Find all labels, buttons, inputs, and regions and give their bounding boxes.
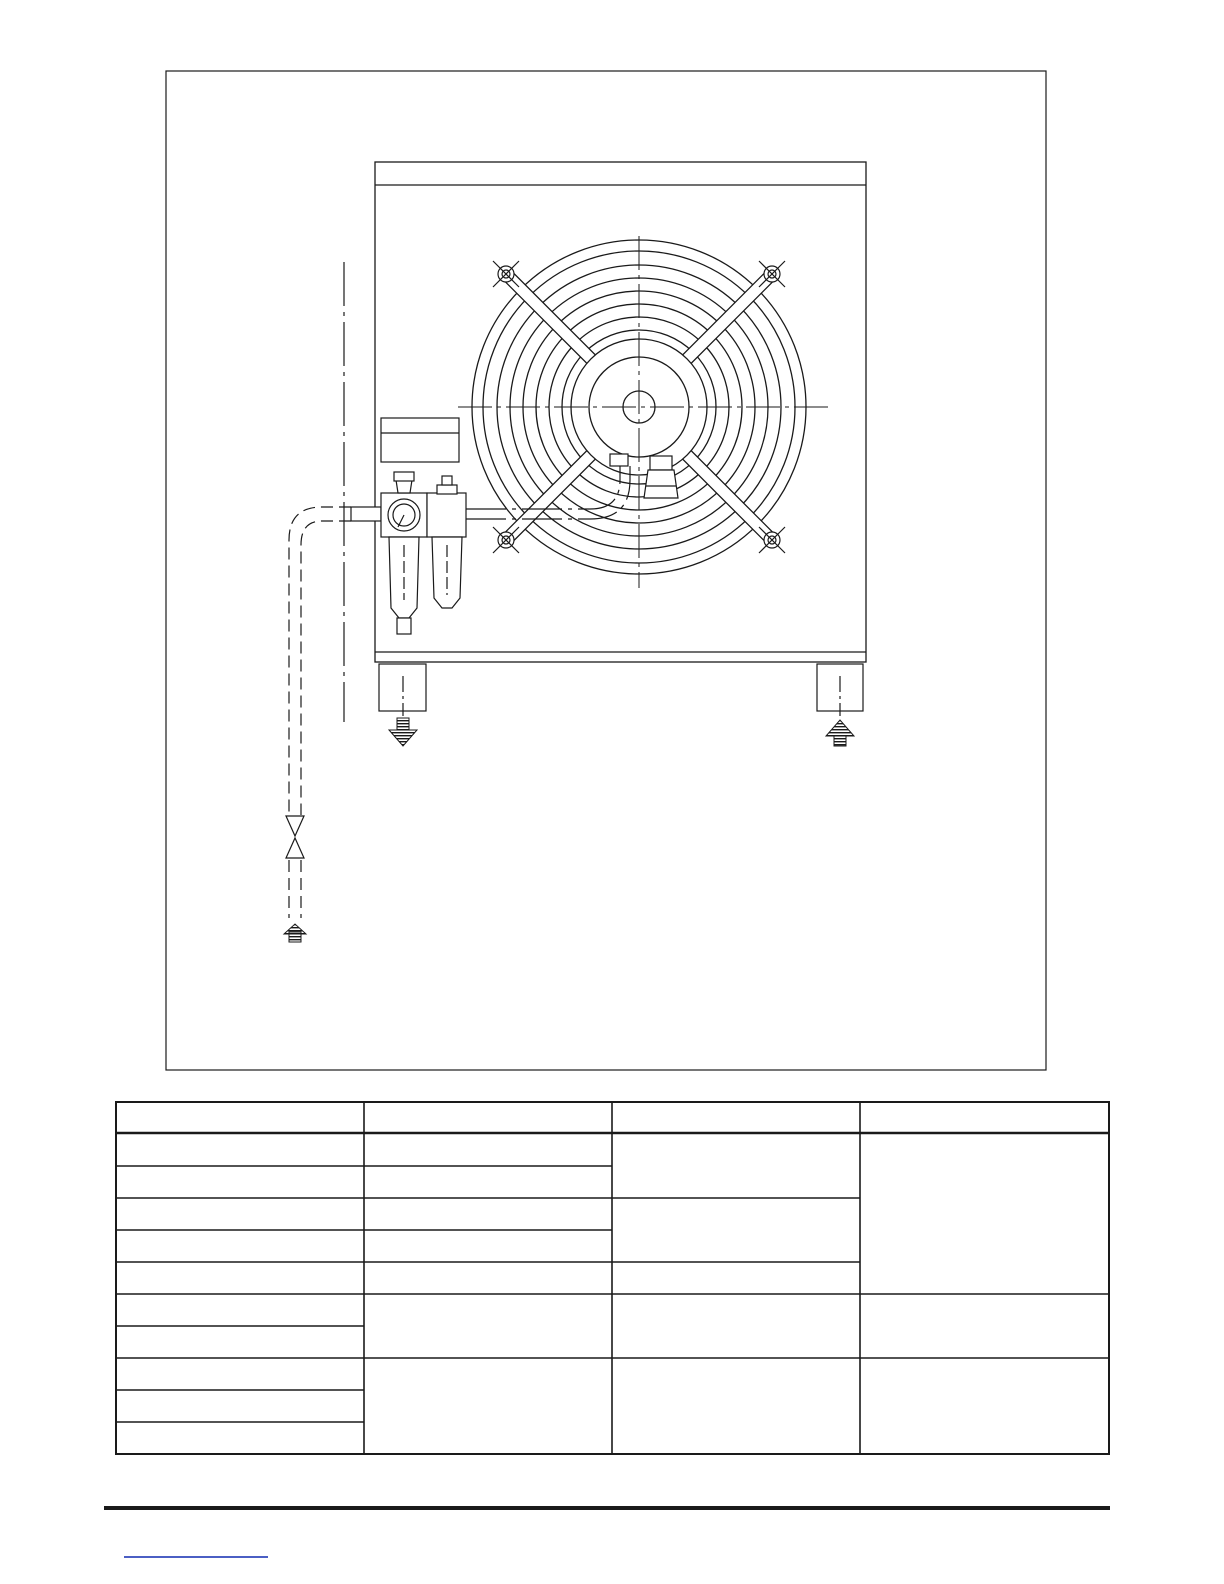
footer-link[interactable]	[124, 1556, 268, 1558]
table-row	[612, 1198, 860, 1358]
table-row	[364, 1166, 612, 1358]
footer-rule	[104, 1506, 1110, 1510]
table-row	[860, 1294, 1109, 1358]
table-row	[116, 1166, 364, 1422]
